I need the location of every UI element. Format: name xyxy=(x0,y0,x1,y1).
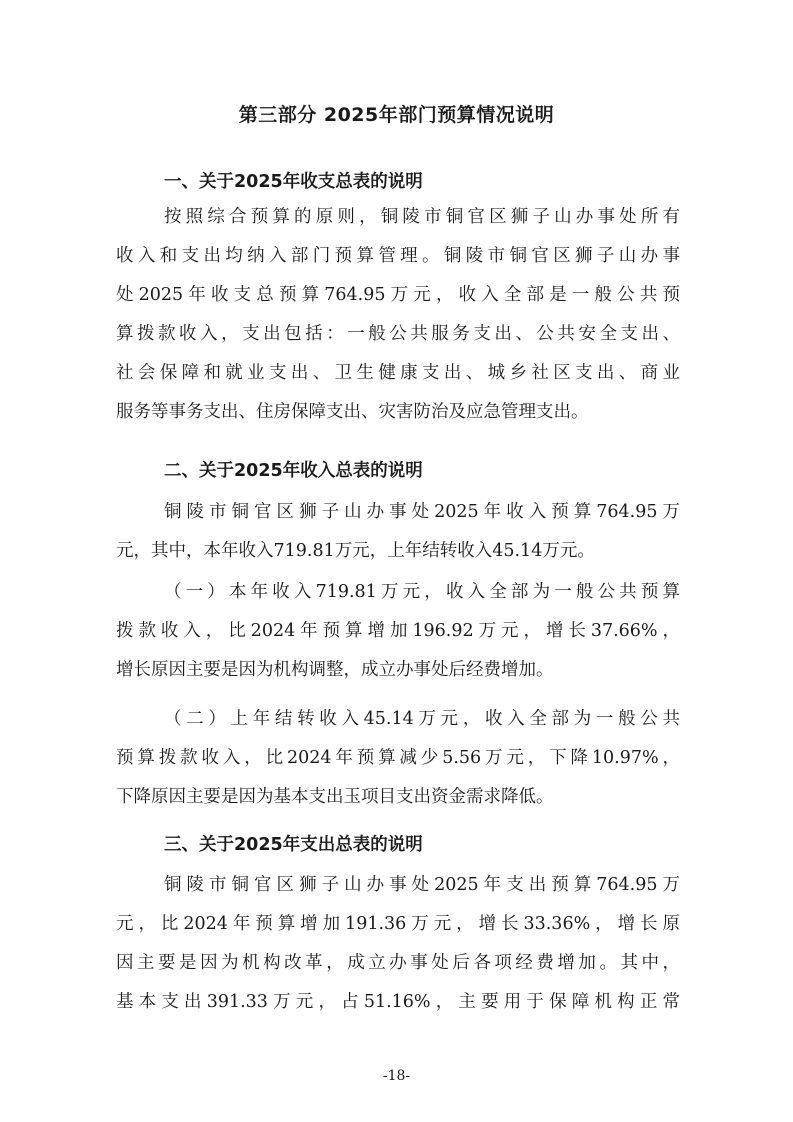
paragraph-line: 铜陵市铜官区狮子山办事处2025年收入预算764.95万 xyxy=(164,502,680,522)
section-heading-3: 三、关于2025年支出总表的说明 xyxy=(164,835,423,855)
paragraph-line: 元，其中，本年收入719.81万元，上年结转收入45.14万元。 xyxy=(116,541,595,561)
paragraph-line: 下降原因主要是因为基本支出玉项目支出资金需求降低。 xyxy=(116,787,554,807)
paragraph-line: 处2025年收支总预算764.95万元，收入全部是一般公共预 xyxy=(116,285,680,305)
paragraph-line: （二）上年结转收入45.14万元，收入全部为一般公共 xyxy=(164,709,680,729)
page-number: -18- xyxy=(382,1068,411,1084)
paragraph-line: 社会保障和就业支出、卫生健康支出、城乡社区支出、商业 xyxy=(116,363,680,383)
document-title: 第三部分 2025年部门预算情况说明 xyxy=(238,104,555,126)
paragraph-line: 增长原因主要是因为机构调整，成立办事处后经费增加。 xyxy=(116,660,554,680)
paragraph-line: 按照综合预算的原则，铜陵市铜官区狮子山办事处所有 xyxy=(164,207,680,227)
paragraph-line: 基本支出391.33万元，占51.16%，主要用于保障机构正常 xyxy=(116,992,680,1012)
paragraph-line: 服务等事务支出、住房保障支出、灾害防治及应急管理支出。 xyxy=(116,402,589,422)
paragraph-line: 算拨款收入，支出包括：一般公共服务支出、公共安全支出、 xyxy=(116,324,680,344)
paragraph-line: 拨款收入，比2024年预算增加196.92万元，增长37.66%， xyxy=(116,621,680,641)
section-heading-1: 一、关于2025年收支总表的说明 xyxy=(164,172,423,192)
paragraph-line: 铜陵市铜官区狮子山办事处2025年支出预算764.95万 xyxy=(164,875,680,895)
section-heading-2: 二、关于2025年收入总表的说明 xyxy=(164,461,423,481)
paragraph-line: 预算拨款收入，比2024年预算减少5.56万元，下降10.97%， xyxy=(116,748,680,768)
paragraph-line: 因主要是因为机构改革，成立办事处后各项经费增加。其中， xyxy=(116,953,680,973)
paragraph-line: 元，比2024年预算增加191.36万元，增长33.36%，增长原 xyxy=(116,914,680,934)
paragraph-line: 收入和支出均纳入部门预算管理。铜陵市铜官区狮子山办事 xyxy=(116,246,680,266)
paragraph-line: （一）本年收入719.81万元，收入全部为一般公共预算 xyxy=(164,582,680,602)
